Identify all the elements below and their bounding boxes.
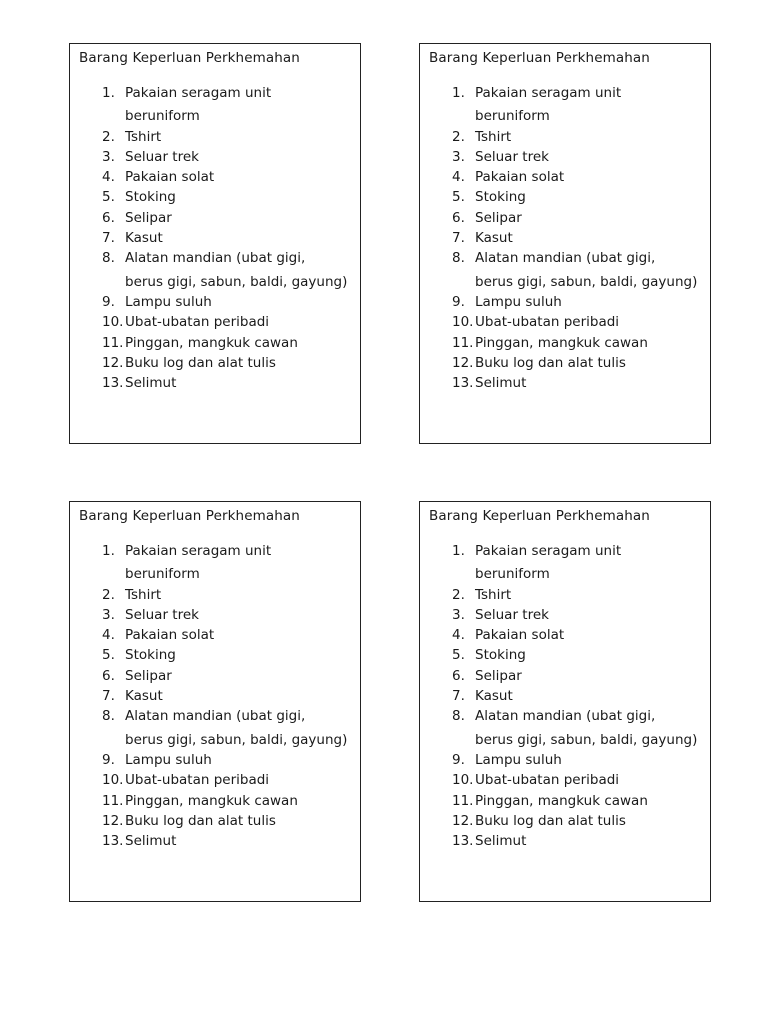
item-text: Seluar trek [475,148,549,165]
list-item [420,208,710,228]
item-text: Lampu suluh [125,751,212,768]
item-number: 6. [452,667,465,684]
item-text: Stoking [475,647,526,664]
list-item [70,750,360,770]
item-text: Stoking [125,189,176,206]
item-text: Tshirt [125,586,162,603]
list-item [420,353,710,373]
item-number: 2. [452,586,465,603]
list-item [420,228,710,248]
item-text: Selipar [475,667,522,684]
item-text: Tshirt [475,586,512,603]
item-number: 2. [102,586,115,603]
item-number: 11. [452,792,474,809]
item-text: Ubat-ubatan peribadi [125,772,270,789]
item-number: 4. [102,627,115,644]
item-number: 2. [452,128,465,145]
list-item [420,706,710,750]
item-text: Pinggan, mangkuk cawan [475,792,648,809]
checklist [420,541,710,851]
item-text: Kasut [475,230,513,247]
item-text [475,541,707,585]
item-text-line: Alatan mandian (ubat gigi, [125,708,306,725]
list-item [420,292,710,312]
checklist-card-bottom-left [69,501,361,902]
list-item [70,312,360,332]
item-text: Pakaian solat [125,169,215,186]
list-item [70,811,360,831]
item-text-line: Alatan mandian (ubat gigi, [125,250,306,267]
item-text: Kasut [475,688,513,705]
item-number: 3. [102,148,115,165]
list-item [70,770,360,790]
item-text-continuation: berus gigi, sabun, baldi, gayung) [125,731,348,748]
item-number: 7. [102,688,115,705]
item-text: Lampu suluh [475,751,562,768]
list-item [70,666,360,686]
list-item [70,686,360,706]
list-item [420,831,710,851]
item-text: Seluar trek [125,148,199,165]
item-text: Stoking [475,189,526,206]
item-text-continuation: beruniform [125,108,200,125]
item-text: Selipar [475,209,522,226]
list-item [420,147,710,167]
list-item [420,605,710,625]
item-number: 6. [102,209,115,226]
item-number: 13. [102,375,124,392]
item-text: Tshirt [125,128,162,145]
item-number: 9. [452,293,465,310]
item-text: Buku log dan alat tulis [125,812,276,829]
item-text: Ubat-ubatan peribadi [125,314,270,331]
list-item [420,312,710,332]
item-text-line: Pakaian seragam unit [125,543,272,559]
item-text-continuation: beruniform [475,108,550,125]
list-item [70,605,360,625]
item-text [475,83,707,127]
item-text: Pakaian solat [475,169,565,186]
item-number: 11. [452,334,474,351]
item-number: 1. [102,543,115,559]
item-number: 6. [452,209,465,226]
item-text [125,706,357,750]
item-number: 8. [102,250,115,267]
checklist [70,541,360,851]
item-text: Seluar trek [125,606,199,623]
list-item [70,167,360,187]
item-text: Buku log dan alat tulis [125,354,276,371]
item-text: Pakaian solat [475,627,565,644]
list-item [420,333,710,353]
item-text: Selimut [475,375,527,392]
item-number: 5. [102,189,115,206]
item-text: Seluar trek [475,606,549,623]
item-number: 10. [102,314,124,331]
item-number: 7. [102,230,115,247]
checklist-card-top-right [419,43,711,444]
list-item [70,645,360,665]
list-item [420,373,710,393]
item-text [125,83,357,127]
item-number: 1. [452,543,465,559]
item-text: Lampu suluh [125,293,212,310]
item-number: 3. [452,606,465,623]
item-number: 8. [102,708,115,725]
item-number: 6. [102,667,115,684]
list-item [70,791,360,811]
card-title: Barang Keperluan Perkhemahan [79,50,300,66]
list-item [70,625,360,645]
list-item [420,187,710,207]
item-text-continuation: berus gigi, sabun, baldi, gayung) [475,731,698,748]
item-number: 4. [102,169,115,186]
item-number: 9. [102,751,115,768]
list-item [420,541,710,585]
card-title: Barang Keperluan Perkhemahan [79,508,300,524]
item-number: 10. [452,314,474,331]
list-item [420,666,710,686]
list-item [420,585,710,605]
item-text: Kasut [125,688,163,705]
item-text: Pinggan, mangkuk cawan [475,334,648,351]
item-text-continuation: berus gigi, sabun, baldi, gayung) [125,273,348,290]
item-text-line: Pakaian seragam unit [475,85,622,101]
item-text: Kasut [125,230,163,247]
item-number: 1. [452,85,465,101]
list-item [70,228,360,248]
item-text: Selimut [125,833,177,850]
item-number: 13. [452,833,474,850]
item-text [475,706,707,750]
list-item [420,248,710,292]
list-item [420,645,710,665]
list-item [70,292,360,312]
item-text: Pakaian solat [125,627,215,644]
item-text: Pinggan, mangkuk cawan [125,792,298,809]
item-text: Buku log dan alat tulis [475,812,626,829]
list-item [420,83,710,127]
item-text-continuation: berus gigi, sabun, baldi, gayung) [475,273,698,290]
checklist-card-top-left [69,43,361,444]
item-text: Selimut [125,375,177,392]
list-item [70,187,360,207]
checklist [70,83,360,393]
item-text [475,248,707,292]
list-item [70,83,360,127]
item-number: 5. [102,647,115,664]
list-item [420,791,710,811]
item-number: 12. [102,812,124,829]
list-item [420,770,710,790]
list-item [70,333,360,353]
list-item [70,353,360,373]
item-number: 13. [452,375,474,392]
item-text: Selipar [125,209,172,226]
item-number: 3. [452,148,465,165]
item-text: Lampu suluh [475,293,562,310]
item-number: 9. [102,293,115,310]
item-number: 13. [102,833,124,850]
item-number: 5. [452,647,465,664]
list-item [70,831,360,851]
item-number: 7. [452,688,465,705]
item-number: 9. [452,751,465,768]
item-text [125,248,357,292]
item-number: 11. [102,792,124,809]
item-text: Selipar [125,667,172,684]
item-number: 12. [452,812,474,829]
list-item [420,127,710,147]
list-item [420,167,710,187]
item-number: 11. [102,334,124,351]
list-item [420,750,710,770]
item-number: 8. [452,708,465,725]
item-number: 12. [452,354,474,371]
item-number: 2. [102,128,115,145]
item-text: Ubat-ubatan peribadi [475,772,620,789]
card-title: Barang Keperluan Perkhemahan [429,50,650,66]
list-item [420,625,710,645]
item-text: Selimut [475,833,527,850]
item-text [125,541,357,585]
item-text-line: Alatan mandian (ubat gigi, [475,708,656,725]
item-text-continuation: beruniform [125,566,200,583]
list-item [70,248,360,292]
item-text-line: Pakaian seragam unit [475,543,622,559]
item-number: 7. [452,230,465,247]
item-text: Stoking [125,647,176,664]
item-number: 10. [452,772,474,789]
item-number: 8. [452,250,465,267]
card-title: Barang Keperluan Perkhemahan [429,508,650,524]
item-text-continuation: beruniform [475,566,550,583]
item-number: 12. [102,354,124,371]
list-item [70,585,360,605]
item-number: 3. [102,606,115,623]
list-item [70,706,360,750]
item-number: 4. [452,627,465,644]
list-item [420,686,710,706]
item-text: Tshirt [475,128,512,145]
item-text: Buku log dan alat tulis [475,354,626,371]
list-item [420,811,710,831]
list-item [70,541,360,585]
checklist [420,83,710,393]
list-item [70,208,360,228]
item-number: 1. [102,85,115,101]
item-text-line: Pakaian seragam unit [125,85,272,101]
item-text: Ubat-ubatan peribadi [475,314,620,331]
list-item [70,147,360,167]
list-item [70,127,360,147]
item-text: Pinggan, mangkuk cawan [125,334,298,351]
checklist-card-bottom-right [419,501,711,902]
item-number: 5. [452,189,465,206]
item-number: 10. [102,772,124,789]
item-number: 4. [452,169,465,186]
item-text-line: Alatan mandian (ubat gigi, [475,250,656,267]
list-item [70,373,360,393]
